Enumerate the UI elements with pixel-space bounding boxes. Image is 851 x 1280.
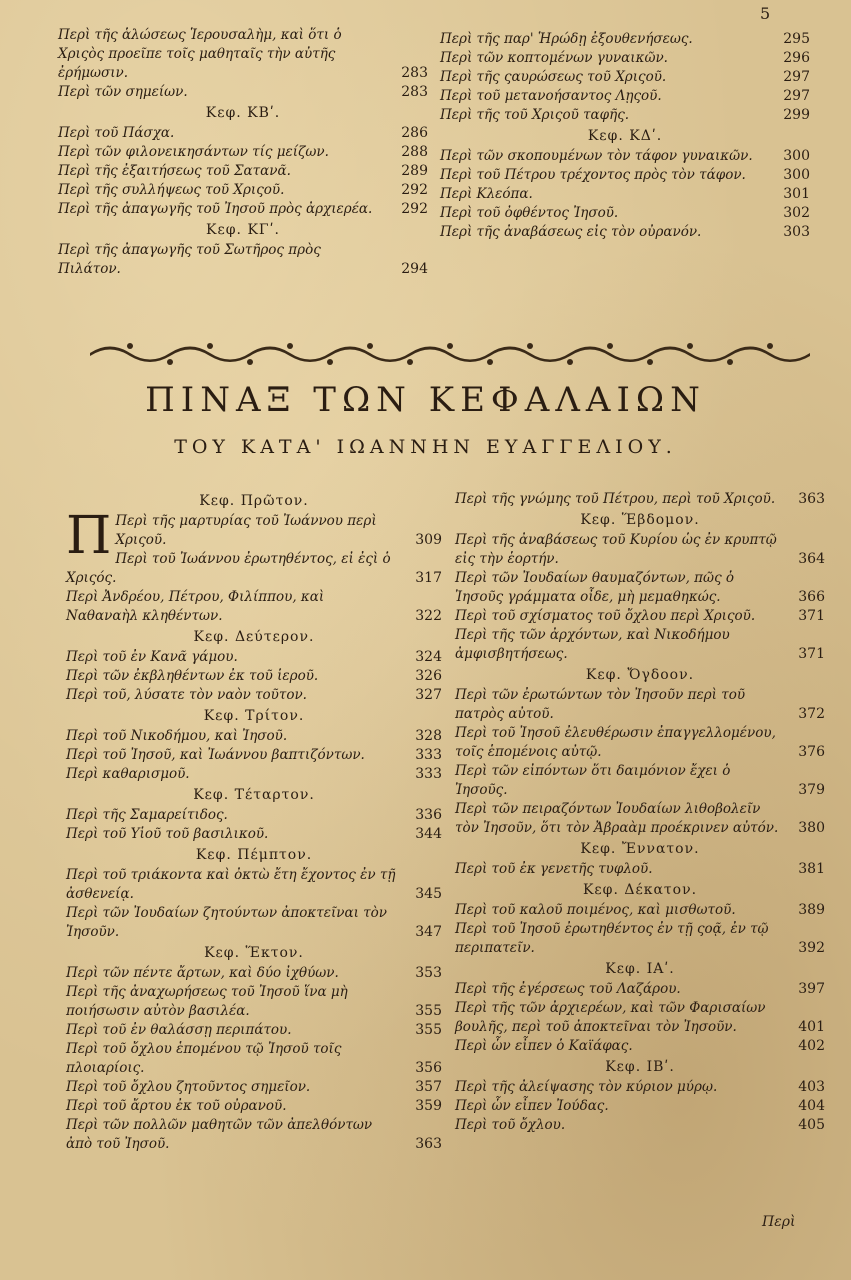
toc-entry-text: Περὶ τῆς γνώμης τοῦ Πέτρου, περὶ τοῦ Χριςοῦ. (455, 491, 776, 507)
toc-entry (455, 1078, 825, 1097)
toc-entry (66, 866, 442, 904)
toc-entry-page-number: 405 (798, 1117, 825, 1133)
toc-entry-text: Περὶ τοῦ Ἰησοῦ ἐρωτηθέντος ἐν τῇ ςοᾷ, ἐν τῷ περιπατεῖν. (455, 921, 769, 956)
toc-entry-page-number: 303 (783, 224, 810, 240)
chapter-heading: Κεφ. Ἕβδομον. (580, 512, 700, 528)
toc-entry (66, 1078, 442, 1097)
toc-entry (440, 87, 810, 106)
toc-entry-text: Περὶ τοῦ σχίσματος τοῦ ὄχλου περὶ Χριςοῦ. (455, 608, 756, 624)
toc-entry-text: Περὶ τοῦ ἄρτου ἐκ τοῦ οὐρανοῦ. (66, 1098, 287, 1114)
toc-entry (58, 143, 428, 162)
table-of-contents-title: ΠΙΝΑΞ ΤΩΝ ΚΕΦΑΛΑΙΩΝ (145, 380, 706, 420)
toc-entry (455, 490, 825, 509)
toc-entry (58, 241, 428, 279)
toc-entry-text: Περὶ τῶν πέντε ἄρτων, καὶ δύο ἰχθύων. (66, 965, 339, 981)
toc-entry (58, 26, 428, 83)
toc-entry (66, 825, 442, 844)
toc-entry (66, 1040, 442, 1078)
toc-entry-page-number: 344 (415, 826, 442, 842)
toc-entry-text: Περὶ τῶν σκοπουμένων τὸν τάφον γυναικῶν. (440, 148, 753, 164)
chapter-heading: Κεφ. Δέκατον. (582, 882, 698, 898)
toc-entry (58, 181, 428, 200)
toc-entry-text: Περὶ τῆς ἀπαγωγῆς τοῦ Σωτῆρος πρὸς Πιλάτον. (58, 242, 321, 277)
toc-entry-page-number: 359 (415, 1098, 442, 1114)
toc-entry (455, 531, 825, 569)
toc-entry (455, 626, 825, 664)
toc-entry-text: Περὶ τῆς Σαμαρείτιδος. (66, 807, 228, 823)
toc-entry-text: Περὶ τῶν Ἰουδαίων θαυμαζόντων, πῶς ὁ Ἰησοῦς γράμματα οἶδε, μὴ μεμαθηκώς. (455, 570, 735, 605)
toc-entry (66, 1097, 442, 1116)
toc-entry-page-number: 371 (798, 646, 825, 662)
toc-entry-page-number: 322 (415, 608, 442, 624)
toc-entry (66, 686, 442, 705)
toc-entry (66, 765, 442, 784)
toc-entry-text: Περὶ τοῦ ὄχλου ἑπομένου τῷ Ἰησοῦ τοῖς πλοιαρίοις. (66, 1041, 342, 1076)
toc-entry-page-number: 401 (798, 1019, 825, 1035)
page-number: 5 (760, 4, 771, 23)
toc-entry-text: Περὶ τῆς ἁλώσεως Ἱερουσαλὴμ, καὶ ὅτι ὁ Χριςὸς προεῖπε τοῖς μαθηταῖς τὴν αὐτῆς ἐρήμωσιν. (58, 27, 342, 81)
chapter-heading: Κεφ. Ἔννατον. (580, 841, 700, 857)
toc-entry-text: Περὶ τοῦ καλοῦ ποιμένος, καὶ μισθωτοῦ. (455, 902, 736, 918)
toc-entry (66, 983, 442, 1021)
toc-entry-page-number: 333 (415, 766, 442, 782)
toc-entry-page-number: 347 (415, 924, 442, 940)
toc-entry (440, 185, 810, 204)
toc-entry-text: Περὶ τῶν ἐρωτώντων τὸν Ἰησοῦν περὶ τοῦ πατρὸς αὐτοῦ. (455, 687, 746, 722)
toc-entry-page-number: 295 (783, 31, 810, 47)
toc-entry-page-number: 317 (415, 570, 442, 586)
chapter-heading: Κεφ. ΚΔʹ. (587, 128, 663, 144)
toc-entry (455, 724, 825, 762)
decorated-initial: Π (66, 506, 112, 566)
toc-entry-text: Περὶ τῆς ἀλείψασης τὸν κύριον μύρῳ. (455, 1079, 718, 1095)
toc-entry-text: Περὶ τοῦ, λύσατε τὸν ναὸν τοῦτον. (66, 687, 307, 703)
toc-entry-page-number: 366 (798, 589, 825, 605)
toc-entry (66, 964, 442, 983)
toc-entry-page-number: 324 (415, 649, 442, 665)
toc-entry (455, 1116, 825, 1135)
toc-entry (58, 200, 428, 219)
toc-entry-text: Περὶ τῆς ἐγέρσεως τοῦ Λαζάρου. (455, 981, 681, 997)
toc-entry-text: Περὶ τοῦ Ἰησοῦ ἐλευθέρωσιν ἐπαγγελλομένου, τοῖς ἑπομένοις αὐτῷ. (455, 725, 776, 760)
toc-entry-page-number: 379 (798, 782, 825, 798)
toc-entry-page-number: 327 (415, 687, 442, 703)
chapter-heading: Κεφ. ΙΑʹ. (605, 961, 675, 977)
toc-entry-text: Περὶ καθαρισμοῦ. (66, 766, 190, 782)
toc-entry-text: Περὶ Ἀνδρέου, Πέτρου, Φιλίππου, καὶ Ναθαναὴλ κληθέντων. (66, 589, 325, 624)
toc-top-left-column (58, 26, 428, 279)
toc-top-right-column (440, 30, 810, 242)
toc-entry-page-number: 286 (401, 125, 428, 141)
toc-entry-text: Περὶ τῆς ἀναχωρήσεως τοῦ Ἰησοῦ ἵνα μὴ ποιήσωσιν αὐτὸν βασιλέα. (66, 984, 348, 1019)
toc-bottom-right-column (455, 490, 825, 1135)
toc-entry-page-number: 289 (401, 163, 428, 179)
toc-entry (455, 860, 825, 879)
toc-entry-text: Περὶ τοῦ Πέτρου τρέχοντος πρὸς τὸν τάφον. (440, 167, 746, 183)
toc-entry (455, 999, 825, 1037)
toc-entry-page-number: 403 (798, 1079, 825, 1095)
toc-entry (58, 83, 428, 102)
toc-entry-page-number: 345 (415, 886, 442, 902)
chapter-heading: Κεφ. Τρίτον. (203, 708, 305, 724)
toc-entry-page-number: 292 (401, 201, 428, 217)
table-of-contents-subtitle: ΤΟΥ ΚΑΤΑ' ΙΩΑΝΝΗΝ ΕΥΑΓΓΕΛΙΟΥ. (174, 436, 677, 458)
toc-entry-text: Περὶ τοῦ Ἰησοῦ, καὶ Ἰωάννου βαπτιζόντων. (66, 747, 365, 763)
toc-entry-page-number: 283 (401, 65, 428, 81)
chapter-heading: Κεφ. Τέταρτον. (193, 787, 315, 803)
toc-entry-page-number: 372 (798, 706, 825, 722)
toc-entry-page-number: 297 (783, 69, 810, 85)
toc-entry-page-number: 364 (798, 551, 825, 567)
toc-entry-text: Περὶ τῶν φιλονεικησάντων τίς μείζων. (58, 144, 329, 160)
toc-entry-page-number: 404 (798, 1098, 825, 1114)
toc-entry-text: Περὶ τῆς ἀναβάσεως τοῦ Κυρίου ὡς ἐν κρυπτῷ εἰς τὴν ἑορτήν. (455, 532, 777, 567)
toc-entry (440, 223, 810, 242)
toc-entry (455, 980, 825, 999)
toc-entry-text: Περὶ τοῦ Ἰωάννου ἐρωτηθέντος, εἰ ἐςὶ ὁ Χριςός. (66, 551, 391, 586)
toc-entry-text: Περὶ τῶν Ἰουδαίων ζητούντων ἀποκτεῖναι τὸν Ἰησοῦν. (66, 905, 388, 940)
toc-entry-text: Περὶ τῆς συλλήψεως τοῦ Χριςοῦ. (58, 182, 285, 198)
toc-entry (455, 686, 825, 724)
toc-entry-page-number: 288 (401, 144, 428, 160)
toc-entry-page-number: 402 (798, 1038, 825, 1054)
toc-entry-text: Περὶ τῶν κοπτομένων γυναικῶν. (440, 50, 668, 66)
toc-entry-page-number: 380 (798, 820, 825, 836)
toc-entry-page-number: 397 (798, 981, 825, 997)
toc-entry-text: Περὶ τοῦ ὄχλου. (455, 1117, 566, 1133)
toc-entry-text: Περὶ Κλεόπα. (440, 186, 533, 202)
toc-entry-page-number: 356 (415, 1060, 442, 1076)
toc-entry-text: Περὶ τῆς παρ' Ἡρώδῃ ἐξουθενήσεως. (440, 31, 693, 47)
toc-entry (440, 68, 810, 87)
toc-entry-text: Περὶ τοῦ ἐν θαλάσσῃ περιπάτου. (66, 1022, 292, 1038)
catchword: Περὶ (762, 1214, 796, 1230)
toc-entry-page-number: 392 (798, 940, 825, 956)
toc-entry (66, 506, 442, 566)
toc-entry-page-number: 292 (401, 182, 428, 198)
toc-entry (455, 920, 825, 958)
toc-entry-text: Περὶ ὧν εἶπεν ὁ Καϊάφας. (455, 1038, 633, 1054)
chapter-heading: Κεφ. ΙΒʹ. (605, 1059, 675, 1075)
toc-entry-page-number: 328 (415, 728, 442, 744)
toc-entry (440, 49, 810, 68)
chapter-heading: Κεφ. ΚΒʹ. (205, 105, 281, 121)
toc-entry (455, 762, 825, 800)
toc-entry-page-number: 389 (798, 902, 825, 918)
toc-entry-page-number: 355 (415, 1022, 442, 1038)
toc-entry (58, 124, 428, 143)
toc-entry-text: Περὶ τοῦ μετανοήσαντος Λῃςοῦ. (440, 88, 662, 104)
toc-entry (455, 569, 825, 607)
toc-entry-page-number: 300 (783, 167, 810, 183)
toc-entry (66, 746, 442, 765)
toc-entry-text: Περὶ τῶν πολλῶν μαθητῶν τῶν ἀπελθόντων ἀπὸ τοῦ Ἰησοῦ. (66, 1117, 373, 1152)
toc-entry (455, 901, 825, 920)
toc-entry (440, 106, 810, 125)
toc-entry-text: Περὶ τῆς ἀπαγωγῆς τοῦ Ἰησοῦ πρὸς ἀρχιερέα. (58, 201, 373, 217)
chapter-heading: Κεφ. ΚΓʹ. (206, 222, 280, 238)
toc-entry-text: Περὶ τῶν πειραζόντων Ἰουδαίων λιθοβολεῖν τὸν Ἰησοῦν, ὅτι τὸν Ἀβραὰμ προέκρινεν αὐτόν. (455, 801, 779, 836)
toc-entry-text: Περὶ τῆς ςαυρώσεως τοῦ Χριςοῦ. (440, 69, 667, 85)
toc-entry-page-number: 299 (783, 107, 810, 123)
toc-entry-text: Περὶ τῶν ἐκβληθέντων ἐκ τοῦ ἱεροῦ. (66, 668, 319, 684)
toc-entry-page-number: 300 (783, 148, 810, 164)
toc-entry (58, 162, 428, 181)
toc-entry (455, 1037, 825, 1056)
toc-entry (440, 30, 810, 49)
toc-entry (66, 1021, 442, 1040)
toc-entry-page-number: 371 (798, 608, 825, 624)
toc-entry-text: Περὶ ὧν εἶπεν Ἰούδας. (455, 1098, 609, 1114)
toc-entry (66, 667, 442, 686)
chapter-heading: Κεφ. Δεύτερον. (193, 629, 315, 645)
toc-entry-page-number: 302 (783, 205, 810, 221)
toc-entry (66, 588, 442, 626)
toc-entry (66, 806, 442, 825)
toc-entry-text: Περὶ τοῦ ἐν Κανᾶ γάμου. (66, 649, 238, 665)
toc-entry-text: Περὶ τοῦ ὄχλου ζητοῦντος σημεῖον. (66, 1079, 311, 1095)
chapter-heading: Κεφ. Ἕκτον. (204, 945, 304, 961)
toc-bottom-left-column (66, 490, 442, 1154)
toc-entry-page-number: 297 (783, 88, 810, 104)
toc-entry (455, 1097, 825, 1116)
toc-entry-text: Περὶ τῆς ἀναβάσεως εἰς τὸν οὐρανόν. (440, 224, 702, 240)
toc-entry-page-number: 381 (798, 861, 825, 877)
toc-entry-page-number: 333 (415, 747, 442, 763)
toc-entry (455, 800, 825, 838)
toc-entry-page-number: 296 (783, 50, 810, 66)
toc-entry-page-number: 336 (415, 807, 442, 823)
toc-entry-page-number: 355 (415, 1003, 442, 1019)
toc-entry-page-number: 376 (798, 744, 825, 760)
toc-entry-text: Περὶ τῶν εἰπόντων ὅτι δαιμόνιον ἔχει ὁ Ἰησοῦς. (455, 763, 731, 798)
toc-entry-text: Περὶ τῆς μαρτυρίας τοῦ Ἰωάννου περὶ Χριςοῦ. (115, 513, 377, 548)
toc-entry-page-number: 353 (415, 965, 442, 981)
toc-entry (66, 1116, 442, 1154)
toc-entry-page-number: 283 (401, 84, 428, 100)
toc-entry-page-number: 294 (401, 261, 428, 277)
toc-entry (66, 727, 442, 746)
toc-entry-text: Περὶ τῆς τοῦ Χριςοῦ ταφῆς. (440, 107, 630, 123)
toc-entry (66, 904, 442, 942)
chapter-heading: Κεφ. Ὄγδοον. (585, 667, 695, 683)
toc-entry (440, 166, 810, 185)
toc-entry (440, 147, 810, 166)
decorative-ornament-band (90, 338, 810, 368)
toc-entry-text: Περὶ τῶν σημείων. (58, 84, 188, 100)
toc-entry-text: Περὶ τοῦ ἐκ γενετῆς τυφλοῦ. (455, 861, 653, 877)
chapter-heading: Κεφ. Πέμπτον. (195, 847, 313, 863)
chapter-heading: Κεφ. Πρῶτον. (199, 493, 309, 509)
toc-entry-text: Περὶ τῆς τῶν ἀρχόντων, καὶ Νικοδήμου ἀμφισβητήσεως. (455, 627, 730, 662)
toc-entry (455, 607, 825, 626)
toc-entry-text: Περὶ τοῦ Νικοδήμου, καὶ Ἰησοῦ. (66, 728, 288, 744)
toc-entry-page-number: 363 (415, 1136, 442, 1152)
toc-entry-text: Περὶ τοῦ Πάσχα. (58, 125, 175, 141)
toc-entry-page-number: 309 (415, 532, 442, 548)
toc-entry (66, 550, 442, 588)
toc-entry-text: Περὶ τοῦ Υἱοῦ τοῦ βασιλικοῦ. (66, 826, 269, 842)
toc-entry-page-number: 301 (783, 186, 810, 202)
toc-entry-text: Περὶ τοῦ τριάκοντα καὶ ὀκτὼ ἔτη ἔχοντος ἐν τῇ ἀσθενείᾳ. (66, 867, 396, 902)
toc-entry-text: Περὶ τῆς τῶν ἀρχιερέων, καὶ τῶν Φαρισαίων βουλῆς, περὶ τοῦ ἀποκτεῖναι τὸν Ἰησοῦν. (455, 1000, 766, 1035)
toc-entry-page-number: 357 (415, 1079, 442, 1095)
toc-entry-page-number: 363 (798, 491, 825, 507)
toc-entry-text: Περὶ τῆς ἐξαιτήσεως τοῦ Σατανᾶ. (58, 163, 291, 179)
toc-entry (440, 204, 810, 223)
toc-entry (66, 648, 442, 667)
toc-entry-page-number: 326 (415, 668, 442, 684)
toc-entry-text: Περὶ τοῦ ὀφθέντος Ἰησοῦ. (440, 205, 619, 221)
